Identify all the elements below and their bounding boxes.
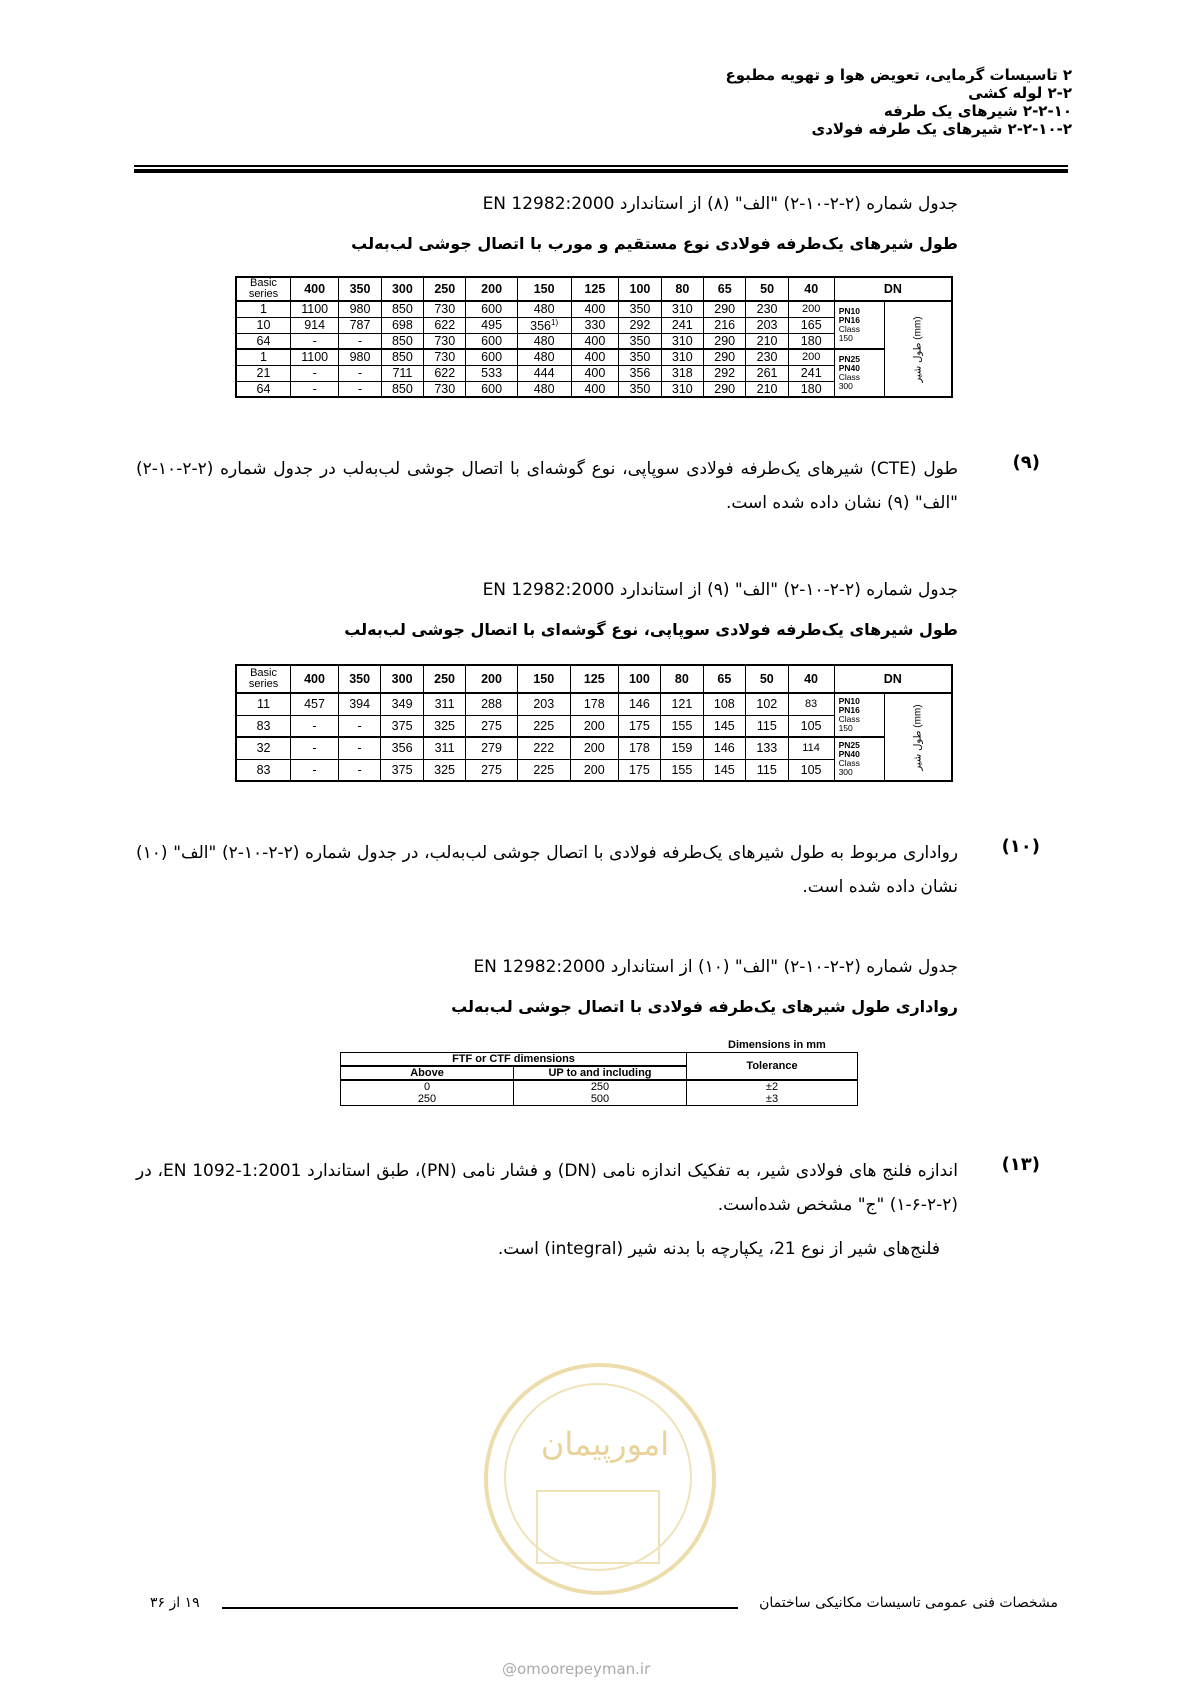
length-cell: 146 [703, 737, 745, 759]
length-cell: 105 [788, 715, 834, 737]
basic-series-header: Basic series [236, 665, 291, 693]
length-cell: 698 [381, 317, 423, 333]
table10-title: رواداری طول شیرهای یک‌طرفه فولادی با اتصال جوشی لب‌به‌لب [451, 997, 958, 1016]
length-cell: - [291, 737, 339, 759]
dn-column-header: 100 [618, 665, 660, 693]
length-cell: 1100 [290, 301, 338, 317]
length-cell: 155 [661, 715, 703, 737]
length-cell: 622 [424, 317, 466, 333]
length-cell: 914 [290, 317, 338, 333]
length-cell: 495 [466, 317, 517, 333]
dn-column-header: 350 [338, 665, 380, 693]
length-cell: - [338, 737, 380, 759]
series-cell: 21 [236, 365, 290, 381]
table10-cell: 250 [341, 1093, 514, 1106]
length-cell: 146 [618, 693, 660, 715]
dn-column-header: 65 [703, 665, 745, 693]
table10-cell: 0 [341, 1080, 514, 1093]
length-cell: 480 [517, 333, 571, 349]
dn-column-header: 300 [381, 665, 423, 693]
length-cell: - [339, 381, 381, 397]
length-cell: 175 [618, 759, 660, 781]
table10-cell: ±2 [687, 1080, 858, 1093]
length-cell: 350 [619, 349, 661, 365]
length-cell: - [290, 365, 338, 381]
dn-column-header: 350 [339, 277, 381, 301]
length-cell: 200 [570, 715, 618, 737]
para13-number: (۱۳) [1001, 1154, 1040, 1175]
series-cell: 64 [236, 333, 290, 349]
length-cell: 175 [618, 715, 660, 737]
length-cell: 261 [746, 365, 788, 381]
length-cell: - [339, 365, 381, 381]
table10 [340, 1052, 858, 1106]
header-line-4: ۲-۲-۱۰-۲ شیرهای یک طرفه فولادی [811, 120, 1072, 138]
para9-number: (۹) [1012, 452, 1040, 473]
dn-column-header: 300 [381, 277, 423, 301]
length-cell: 178 [570, 693, 618, 715]
length-cell: 350 [619, 333, 661, 349]
length-cell: 325 [423, 759, 465, 781]
header-line-1: ۲ تاسیسات گرمایی، تعویض هوا و تهویه مطبوع [725, 66, 1072, 84]
length-cell: 290 [704, 349, 746, 365]
length-cell: 325 [423, 715, 465, 737]
length-cell: 622 [424, 365, 466, 381]
pn-class-cell: PN25 PN40 Class 300 [834, 349, 884, 397]
length-cell: 311 [423, 693, 465, 715]
length-cell: 400 [571, 301, 619, 317]
length-cell: 310 [661, 349, 703, 365]
length-cell: 1100 [290, 349, 338, 365]
length-cell: 115 [746, 759, 788, 781]
dn-header: DN [834, 277, 952, 301]
length-cell: 310 [661, 301, 703, 317]
dn-column-header: 400 [290, 277, 338, 301]
length-cell: 330 [571, 317, 619, 333]
table9-caption: جدول شماره (۲-۲-۱۰-۲) "الف" (۹) از استاندارد EN 12982:2000 [482, 580, 958, 600]
dn-column-header: 65 [704, 277, 746, 301]
series-cell: 83 [236, 759, 291, 781]
length-cell: 457 [291, 693, 339, 715]
length-cell: 600 [466, 333, 517, 349]
length-cell: 850 [381, 333, 423, 349]
length-cell: 275 [466, 759, 517, 781]
length-cell: 292 [619, 317, 661, 333]
length-cell: - [338, 759, 380, 781]
length-cell: 318 [661, 365, 703, 381]
series-cell: 64 [236, 381, 290, 397]
dn-header: DN [834, 665, 952, 693]
length-cell: 200 [570, 737, 618, 759]
footer-rule-right [488, 1607, 724, 1609]
length-cell: 180 [788, 381, 834, 397]
header-line-2: ۲-۲ لوله کشی [968, 84, 1072, 102]
length-cell: 102 [746, 693, 788, 715]
series-cell: 32 [236, 737, 291, 759]
table9-title: طول شیرهای یک‌طرفه فولادی سوپاپی، نوع گوشه‌ای با اتصال جوشی لب‌به‌لب [344, 620, 958, 639]
length-cell: 114 [788, 737, 834, 759]
length-cell: 480 [517, 349, 571, 365]
para13-text: اندازه فلنج های فولادی شیر، به تفکیک اندازه نامی (DN) و فشار نامی (PN)، طبق استاندارد EN 1092-1:2001، در (۲-۲-۶-۱) "ج" مشخص شده‌است. [136, 1161, 958, 1215]
dn-column-header: 125 [571, 277, 619, 301]
length-cell: 133 [746, 737, 788, 759]
length-cell: 108 [703, 693, 745, 715]
length-cell: 155 [661, 759, 703, 781]
dn-column-header: 150 [517, 665, 570, 693]
header-line-3: ۲-۲-۱۰ شیرهای یک طرفه [883, 102, 1072, 120]
length-cell: - [291, 759, 339, 781]
dn-column-header: 150 [517, 277, 571, 301]
pn-class-cell: PN25 PN40 Class 300 [834, 737, 884, 781]
dn-column-header: 80 [661, 277, 703, 301]
series-cell: 11 [236, 693, 291, 715]
table10-upto-header: UP to and including [514, 1066, 687, 1080]
length-cell: 225 [517, 759, 570, 781]
length-cell: 200 [570, 759, 618, 781]
length-cell: 480 [517, 301, 571, 317]
length-cell: 730 [424, 349, 466, 365]
table10-caption: جدول شماره (۲-۲-۱۰-۲) "الف" (۱۰) از استاندارد EN 12982:2000 [473, 957, 958, 977]
length-cell: 311 [423, 737, 465, 759]
length-cell: 225 [517, 715, 570, 737]
footer-page-number: ۱۹ از ۳۶ [150, 1595, 200, 1611]
length-cell: 290 [704, 381, 746, 397]
length-cell: 165 [788, 317, 834, 333]
length-cell: 850 [381, 349, 423, 365]
table10-tolerance-header: Tolerance [687, 1053, 858, 1081]
table10-cell: 500 [514, 1093, 687, 1106]
length-cell: 230 [746, 349, 788, 365]
length-cell: 310 [661, 333, 703, 349]
length-cell: 400 [571, 349, 619, 365]
pn-class-cell: PN10 PN16 Class 150 [834, 693, 884, 737]
table10-dimensions-note: Dimensions in mm [728, 1039, 826, 1051]
length-cell: 145 [703, 715, 745, 737]
table10-above-header: Above [341, 1066, 514, 1080]
dn-column-header: 200 [466, 277, 517, 301]
length-cell: 400 [571, 381, 619, 397]
dn-column-header: 250 [423, 665, 465, 693]
length-cell: 203 [746, 317, 788, 333]
length-cell: 288 [466, 693, 517, 715]
length-cell: 533 [466, 365, 517, 381]
para9-text: طول (CTE) شیرهای یک‌طرفه فولادی سوپاپی، نوع گوشه‌ای با اتصال جوشی لب‌به‌لب در جدول شماره (۲-۲-۱۰-۲) "الف" (۹) نشان داده شده است. [136, 459, 958, 513]
table8-title: طول شیرهای یک‌طرفه فولادی نوع مستقیم و مورب با اتصال جوشی لب‌به‌لب [351, 234, 958, 253]
dn-column-header: 50 [746, 665, 788, 693]
para13-text-2: فلنج‌های شیر از نوع 21، یکپارچه با بدنه شیر (integral) است. [497, 1239, 940, 1259]
length-cell: 980 [339, 349, 381, 365]
series-cell: 10 [236, 317, 290, 333]
length-cell: - [339, 333, 381, 349]
length-cell: 145 [703, 759, 745, 781]
para10-number: (۱۰) [1001, 836, 1040, 857]
length-cell: 850 [381, 301, 423, 317]
dn-column-header: 80 [661, 665, 703, 693]
length-cell: 200 [788, 349, 834, 365]
dn-column-header: 40 [788, 665, 834, 693]
length-cell: 356 [619, 365, 661, 381]
length-cell: 203 [517, 693, 570, 715]
footer-title: مشخصات فنی عمومی تاسیسات مکانیکی ساختمان [759, 1595, 1058, 1611]
dn-column-header: 50 [746, 277, 788, 301]
length-cell: 375 [381, 759, 423, 781]
length-cell: - [338, 715, 380, 737]
length-cell: 400 [571, 365, 619, 381]
table9 [235, 664, 953, 782]
length-cell: 356$^{1)}$ [517, 317, 571, 333]
length-cell: 230 [746, 301, 788, 317]
valve-length-side-label: طول شیر (mm) [884, 301, 952, 397]
table10-cell: ±3 [687, 1093, 858, 1106]
footnote-marker: 1) [551, 317, 559, 327]
length-cell: 275 [466, 715, 517, 737]
length-cell: 730 [424, 301, 466, 317]
table8 [235, 276, 953, 398]
series-cell: 1 [236, 301, 290, 317]
length-cell: 850 [381, 381, 423, 397]
length-cell: 350 [619, 301, 661, 317]
length-cell: 241 [788, 365, 834, 381]
series-cell: 83 [236, 715, 291, 737]
length-cell: 444 [517, 365, 571, 381]
basic-series-header: Basic series [236, 277, 290, 301]
length-cell: 730 [424, 381, 466, 397]
header-divider-thick [134, 169, 1068, 173]
header-divider [134, 165, 1068, 167]
length-cell: 290 [704, 333, 746, 349]
valve-length-side-label: طول شیر (mm) [884, 693, 952, 781]
length-cell: 105 [788, 759, 834, 781]
dn-column-header: 40 [788, 277, 834, 301]
length-cell: 600 [466, 301, 517, 317]
dn-column-header: 400 [291, 665, 339, 693]
length-cell: 375 [381, 715, 423, 737]
table10-cell: 250 [514, 1080, 687, 1093]
length-cell: 222 [517, 737, 570, 759]
footer-website: @omoorepeyman.ir [502, 1660, 651, 1678]
length-cell: 241 [661, 317, 703, 333]
length-cell: 310 [661, 381, 703, 397]
length-cell: 349 [381, 693, 423, 715]
length-cell: 210 [746, 333, 788, 349]
table10-group-header: FTF or CTF dimensions [341, 1053, 687, 1067]
dn-column-header: 200 [466, 665, 517, 693]
para10-text: رواداری مربوط به طول شیرهای یک‌طرفه فولادی با اتصال جوشی لب‌به‌لب، در جدول شماره (۲-۲-۱۰-۲) "الف" (۱۰) نشان داده شده است. [136, 843, 958, 897]
dn-column-header: 125 [570, 665, 618, 693]
length-cell: 356 [381, 737, 423, 759]
page-header [372, 66, 1072, 138]
length-cell: 216 [704, 317, 746, 333]
length-cell: 980 [339, 301, 381, 317]
length-cell: - [291, 715, 339, 737]
length-cell: 350 [619, 381, 661, 397]
length-cell: 292 [704, 365, 746, 381]
series-cell: 1 [236, 349, 290, 365]
length-cell: 200 [788, 301, 834, 317]
dn-column-header: 250 [424, 277, 466, 301]
length-cell: 210 [746, 381, 788, 397]
table8-caption: جدول شماره (۲-۲-۱۰-۲) "الف" (۸) از استاندارد EN 12982:2000 [482, 194, 958, 214]
length-cell: 180 [788, 333, 834, 349]
length-cell: 290 [704, 301, 746, 317]
length-cell: - [290, 381, 338, 397]
dn-column-header: 100 [619, 277, 661, 301]
length-cell: 115 [746, 715, 788, 737]
length-cell: 480 [517, 381, 571, 397]
watermark-logo-text: امورپیمان [540, 1425, 670, 1463]
length-cell: 600 [466, 349, 517, 365]
length-cell: 83 [788, 693, 834, 715]
length-cell: 787 [339, 317, 381, 333]
length-cell: 730 [424, 333, 466, 349]
watermark-grid [536, 1490, 660, 1564]
pn-class-cell: PN10 PN16 Class 150 [834, 301, 884, 349]
length-cell: 159 [661, 737, 703, 759]
length-cell: 178 [618, 737, 660, 759]
length-cell: - [290, 333, 338, 349]
length-cell: 279 [466, 737, 517, 759]
length-cell: 400 [571, 333, 619, 349]
length-cell: 600 [466, 381, 517, 397]
length-cell: 711 [381, 365, 423, 381]
length-cell: 121 [661, 693, 703, 715]
length-cell: 394 [338, 693, 380, 715]
